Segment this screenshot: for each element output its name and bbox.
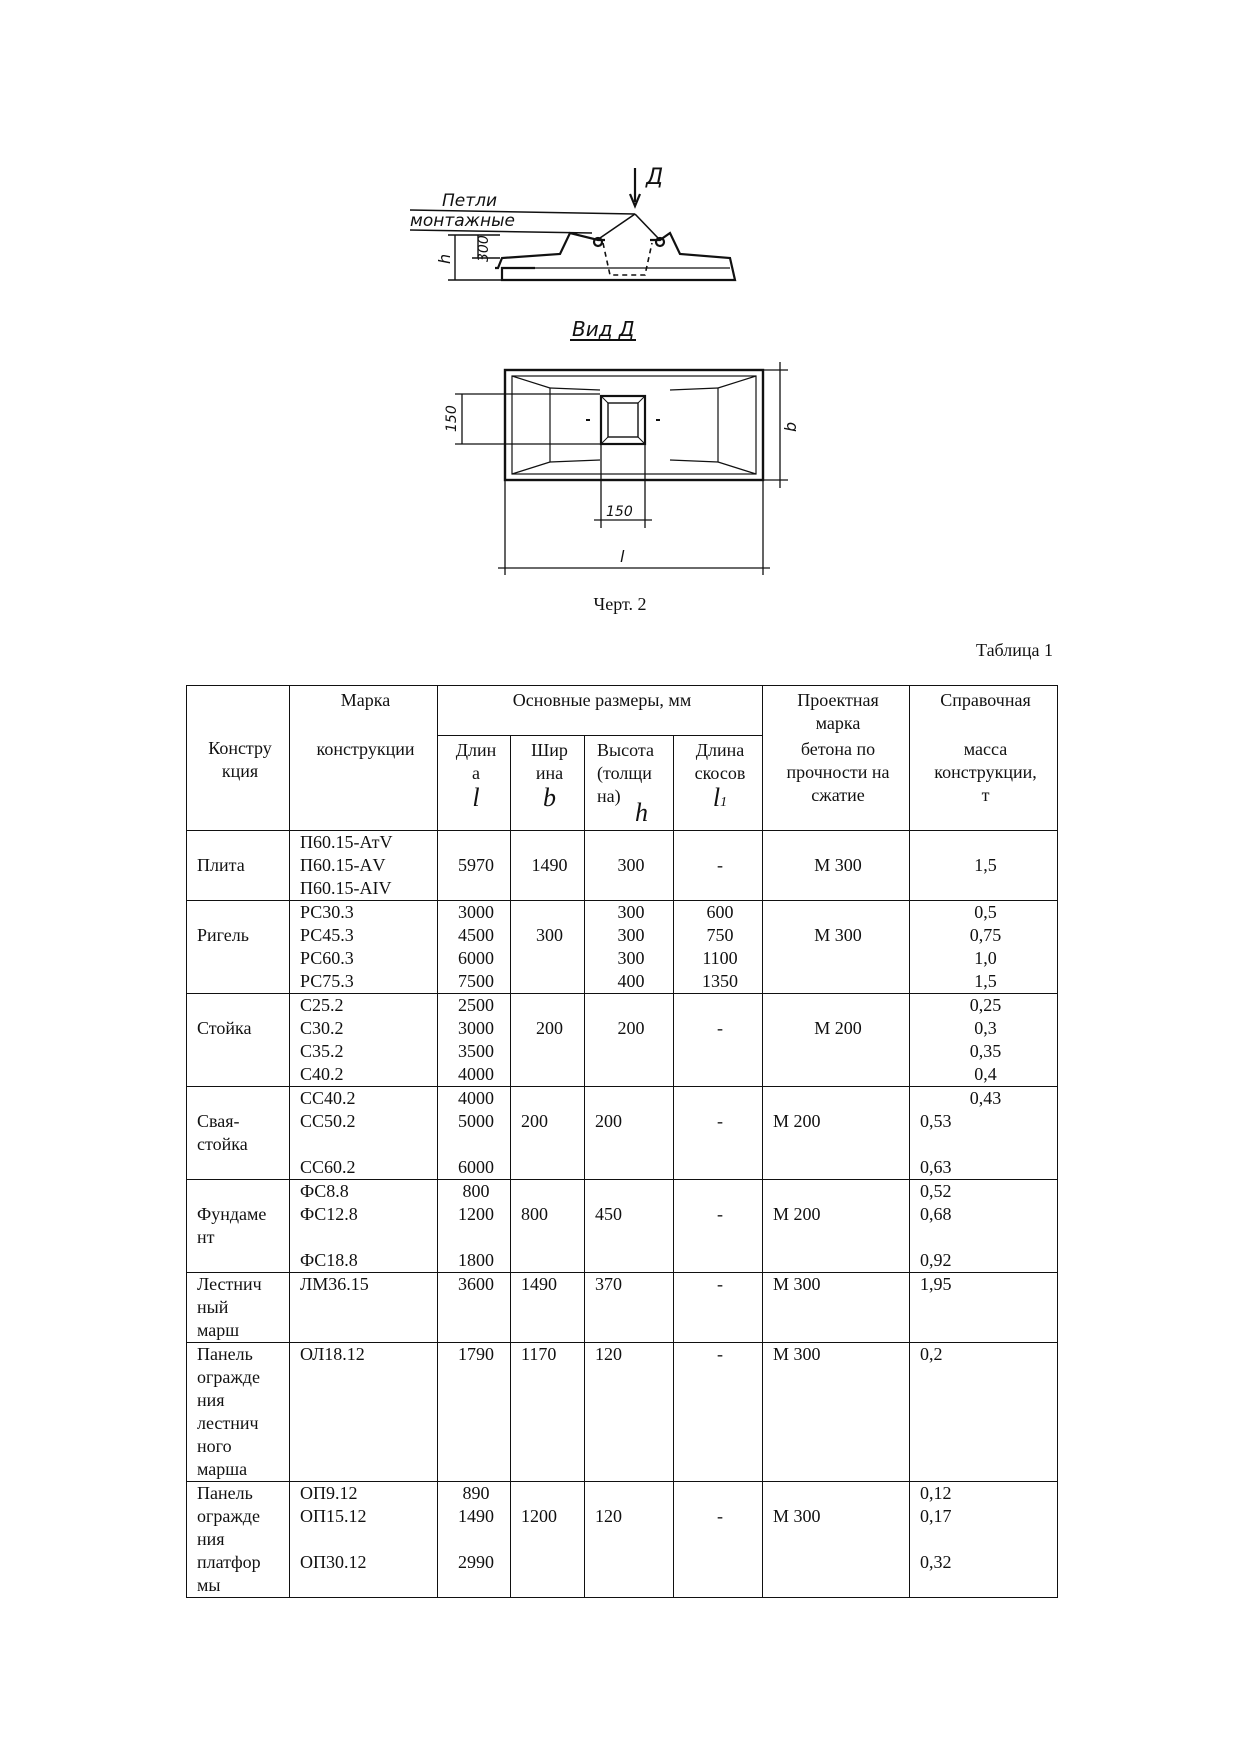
cell-width: 1170 bbox=[511, 1343, 585, 1482]
cell-height: 200 bbox=[585, 1087, 674, 1180]
cell-width: 200 bbox=[511, 1087, 585, 1180]
table-row-foundation bbox=[187, 1180, 1058, 1273]
cell-length: 3000 4500 6000 7500 bbox=[438, 901, 511, 994]
label-dim-b: b bbox=[781, 421, 800, 432]
cell-height: 300 bbox=[585, 831, 674, 901]
cell-mass: 0,52 0,68 0,92 bbox=[910, 1180, 1058, 1273]
header-main-sizes: Основные размеры, мм bbox=[438, 686, 763, 736]
table-row-stair-flight bbox=[187, 1273, 1058, 1343]
cell-construction: Лестнич ный марш bbox=[187, 1273, 290, 1343]
label-arrow-d: Д bbox=[646, 165, 664, 190]
header-length: Длин а l bbox=[438, 735, 511, 831]
cell-width: 1200 bbox=[511, 1482, 585, 1598]
header-concrete-bottom: бетона по прочности на сжатие bbox=[763, 735, 910, 831]
cell-length: 800 1200 1800 bbox=[438, 1180, 511, 1273]
label-dim-300: 300 bbox=[476, 235, 492, 262]
label-dim-150-bottom: 150 bbox=[606, 504, 633, 520]
cell-mass: 1,5 bbox=[910, 831, 1058, 901]
table-header-row-1 bbox=[187, 686, 1058, 736]
cell-height: 450 bbox=[585, 1180, 674, 1273]
table-row-crossbar bbox=[187, 901, 1058, 994]
cell-marks: ФС8.8 ФС12.8 ФС18.8 bbox=[290, 1180, 438, 1273]
cell-height: 370 bbox=[585, 1273, 674, 1343]
cell-concrete: М 200 bbox=[763, 994, 910, 1087]
cell-construction: Ригель bbox=[187, 901, 290, 994]
table-row-stair-panel bbox=[187, 1343, 1058, 1482]
cell-mass: 0,5 0,75 1,0 1,5 bbox=[910, 901, 1058, 994]
cell-concrete: М 200 bbox=[763, 1180, 910, 1273]
cell-width: 800 bbox=[511, 1180, 585, 1273]
header-slope: Длина скосов l1 bbox=[674, 735, 763, 831]
cell-marks: ЛМ36.15 bbox=[290, 1273, 438, 1343]
header-height: Высота (толщи на) h bbox=[585, 735, 674, 831]
header-mark-top: Марка bbox=[290, 686, 438, 736]
cell-marks: ОП9.12 ОП15.12 ОП30.12 bbox=[290, 1482, 438, 1598]
header-mark-bottom: конструкции bbox=[290, 735, 438, 831]
cell-concrete: М 300 bbox=[763, 1343, 910, 1482]
cell-concrete: М 300 bbox=[763, 901, 910, 994]
cell-slope: 600 750 1100 1350 bbox=[674, 901, 763, 994]
cell-length: 890 1490 2990 bbox=[438, 1482, 511, 1598]
cell-mass: 0,2 bbox=[910, 1343, 1058, 1482]
cell-mass: 1,95 bbox=[910, 1273, 1058, 1343]
cell-width: 1490 bbox=[511, 1273, 585, 1343]
header-construction: Констру кция bbox=[187, 686, 290, 831]
cell-slope: - bbox=[674, 1343, 763, 1482]
cell-width: 1490 bbox=[511, 831, 585, 901]
cell-mass: 0,25 0,3 0,35 0,4 bbox=[910, 994, 1058, 1087]
cell-concrete: М 300 bbox=[763, 831, 910, 901]
cell-construction: Плита bbox=[187, 831, 290, 901]
cell-construction: Панель огражде ния платфор мы bbox=[187, 1482, 290, 1598]
cell-marks: СС40.2 СС50.2 СС60.2 bbox=[290, 1087, 438, 1180]
label-loops-2: монтажные bbox=[410, 211, 515, 231]
cell-concrete: М 300 bbox=[763, 1482, 910, 1598]
header-width: Шир ина b bbox=[511, 735, 585, 831]
table-row-platform-panel bbox=[187, 1482, 1058, 1598]
label-dim-h: h bbox=[435, 253, 454, 264]
drawing-svg bbox=[410, 150, 800, 590]
table-title: Таблица 1 bbox=[976, 640, 1053, 660]
cell-slope: - bbox=[674, 1273, 763, 1343]
table-row-pile-column bbox=[187, 1087, 1058, 1180]
cell-width: 300 bbox=[511, 901, 585, 994]
cell-height: 120 bbox=[585, 1482, 674, 1598]
table-row-column bbox=[187, 994, 1058, 1087]
cell-length: 2500 3000 3500 4000 bbox=[438, 994, 511, 1087]
cell-slope: - bbox=[674, 1087, 763, 1180]
cell-construction: Свая- стойка bbox=[187, 1087, 290, 1180]
cell-length: 4000 5000 6000 bbox=[438, 1087, 511, 1180]
cell-marks: ОЛ18.12 bbox=[290, 1343, 438, 1482]
cell-slope: - bbox=[674, 1482, 763, 1598]
technical-drawing bbox=[410, 150, 800, 590]
cell-construction: Стойка bbox=[187, 994, 290, 1087]
cell-marks: П60.15-АтV П60.15-АV П60.15-АIV bbox=[290, 831, 438, 901]
cell-length: 5970 bbox=[438, 831, 511, 901]
cell-construction: Фундаме нт bbox=[187, 1180, 290, 1273]
cell-height: 300 300 300 400 bbox=[585, 901, 674, 994]
cell-slope: - bbox=[674, 994, 763, 1087]
cell-mass: 0,43 0,53 0,63 bbox=[910, 1087, 1058, 1180]
header-mass-bottom: масса конструкции, т bbox=[910, 735, 1058, 831]
cell-mass: 0,12 0,17 0,32 bbox=[910, 1482, 1058, 1598]
cell-length: 3600 bbox=[438, 1273, 511, 1343]
table-row-plate bbox=[187, 831, 1058, 901]
cell-marks: РС30.3 РС45.3 РС60.3 РС75.3 bbox=[290, 901, 438, 994]
cell-slope: - bbox=[674, 831, 763, 901]
cell-height: 120 bbox=[585, 1343, 674, 1482]
cell-slope: - bbox=[674, 1180, 763, 1273]
cell-concrete: М 300 bbox=[763, 1273, 910, 1343]
cell-length: 1790 bbox=[438, 1343, 511, 1482]
header-concrete-top: Проектная марка bbox=[763, 686, 910, 736]
label-view-d: Вид Д bbox=[572, 317, 635, 341]
specs-table bbox=[186, 685, 1058, 1598]
label-loops-1: Петли bbox=[442, 191, 498, 211]
header-mass-top: Справочная bbox=[910, 686, 1058, 736]
cell-construction: Панель огражде ния лестнич ного марша bbox=[187, 1343, 290, 1482]
drawing-caption: Черт. 2 bbox=[593, 594, 647, 614]
cell-height: 200 bbox=[585, 994, 674, 1087]
cell-marks: С25.2 С30.2 С35.2 С40.2 bbox=[290, 994, 438, 1087]
label-dim-150-left: 150 bbox=[444, 405, 460, 432]
label-dim-l: l bbox=[620, 547, 625, 566]
cell-concrete: М 200 bbox=[763, 1087, 910, 1180]
table-header-row-2 bbox=[187, 735, 1058, 831]
cell-width: 200 bbox=[511, 994, 585, 1087]
